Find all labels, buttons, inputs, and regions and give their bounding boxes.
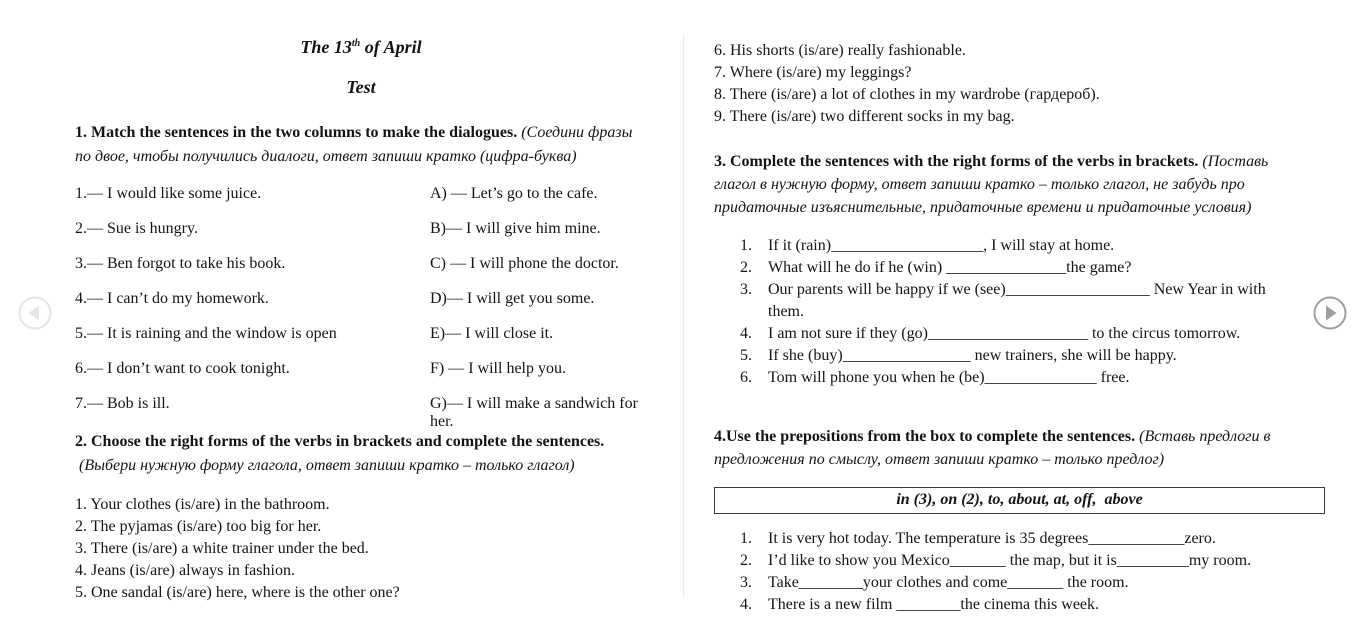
task3-item-number: 6.	[740, 369, 752, 386]
match-left-sentence: 6.— I don’t want to cook tonight.	[75, 360, 290, 377]
task2-item: 6. His shorts (is/are) really fashionable.	[714, 42, 966, 59]
task2-item: 2. The pyjamas (is/are) too big for her.	[75, 518, 322, 535]
task4-heading	[714, 425, 1325, 471]
match-pair-row	[75, 290, 647, 325]
task3-item-text: If she (buy)________________ new trainers, she will be happy.	[768, 347, 1177, 364]
task4-item	[714, 550, 1325, 572]
task3-item-number: 1.	[740, 237, 752, 254]
task1-heading-en: 1. Match the sentences in the two columns to make the dialogues.	[75, 124, 518, 141]
page-title: The 13th of April	[300, 37, 422, 57]
task2-heading-russian: (Выбери нужную форму глагола, ответ запиши кратко – только глагол)	[79, 457, 575, 474]
task4-items	[714, 528, 1325, 616]
task2-item: 9. There (is/are) two different socks in my bag.	[714, 108, 1015, 125]
task3-item	[714, 323, 1325, 345]
match-left-sentence: 2.— Sue is hungry.	[75, 220, 198, 237]
match-left-sentence: 7.— Bob is ill.	[75, 395, 170, 412]
match-pair-row	[75, 395, 647, 430]
match-pairs-list	[75, 185, 647, 430]
match-right-option: G)— I will make a sandwich for her.	[430, 395, 638, 430]
match-left-sentence: 4.— I can’t do my homework.	[75, 290, 269, 307]
task3-item-number: 4.	[740, 325, 752, 342]
task4-item-number: 2.	[740, 552, 752, 569]
task4-item	[714, 594, 1325, 616]
page-subtitle: Test	[346, 77, 376, 97]
task3-item	[714, 279, 1325, 323]
task3-heading-en: 3. Complete the sentences with the right forms of the verbs in brackets.	[714, 153, 1199, 170]
task3-item-number: 3.	[740, 281, 752, 298]
task2-item: 1. Your clothes (is/are) in the bathroom.	[75, 496, 330, 513]
task2-item: 8. There (is/are) a lot of clothes in my wardrobe (гардероб).	[714, 86, 1100, 103]
task3-item-text: If it (rain)___________________, I will stay at home.	[768, 237, 1115, 254]
task2-items-continued	[714, 40, 1325, 128]
task3-item-text: Tom will phone you when he (be)______________ free.	[768, 369, 1130, 386]
task3-item-number: 5.	[740, 347, 752, 364]
task4-item-text: It is very hot today. The temperature is 35 degrees____________zero.	[768, 530, 1216, 547]
prev-page-button[interactable]	[18, 296, 52, 330]
match-pair-row	[75, 360, 647, 395]
match-pair-row	[75, 220, 647, 255]
task3-item	[714, 345, 1325, 367]
task3-item	[714, 257, 1325, 279]
next-page-button[interactable]	[1313, 296, 1347, 330]
title-superscript: th	[351, 38, 361, 49]
task2-item: 7. Where (is/are) my leggings?	[714, 64, 912, 81]
match-left-sentence: 5.— It is raining and the window is open	[75, 325, 337, 342]
task4-item-text: Take________your clothes and come_______ the room.	[768, 574, 1129, 591]
task4-item-number: 4.	[740, 596, 752, 613]
task4-item-number: 1.	[740, 530, 752, 547]
task4-item-text: There is a new film ________the cinema this week.	[768, 596, 1100, 613]
task3-items	[714, 235, 1325, 389]
task2-item: 3. There (is/are) a white trainer under the bed.	[75, 540, 369, 557]
task3-item-text: Our parents will be happy if we (see)__________________ New Year in with them.	[768, 281, 1266, 320]
match-left-sentence: 3.— Ben forgot to take his book.	[75, 255, 286, 272]
match-right-option: A) — Let’s go to the cafe.	[430, 185, 598, 202]
task4-item	[714, 572, 1325, 594]
task2-item: 5. One sandal (is/are) here, where is the other one?	[75, 584, 400, 601]
task3-item	[714, 367, 1325, 389]
match-left-sentence: 1.— I would like some juice.	[75, 185, 262, 202]
task4-item-text: I’d like to show you Mexico_______ the map, but it is_________my room.	[768, 552, 1252, 569]
circle-arrow-right-icon	[1313, 296, 1347, 330]
match-pair-row	[75, 185, 647, 220]
task4-item-number: 3.	[740, 574, 752, 591]
task4-item	[714, 528, 1325, 550]
task3-item-text: What will he do if he (win) _______________the game?	[768, 259, 1132, 276]
task3-item-number: 2.	[740, 259, 752, 276]
task1-heading-russian: (Соедини фразы по двое, чтобы получились диалоги, ответ запиши кратко (цифра-буква)	[75, 124, 633, 165]
task2-items	[75, 494, 647, 604]
task4-heading-russian: (Вставь предлоги в предложения по смыслу, ответ запиши кратко – только предлог)	[714, 428, 1271, 468]
task4-heading-en: 4.Use the prepositions from the box to complete the sentences.	[714, 428, 1136, 445]
task3-heading-russian: (Поставь глагол в нужную форму, ответ запиши кратко – только глагол, не забудь про придаточные изъяснительные, придаточные времени и придаточные условия)	[714, 153, 1269, 216]
match-right-option: C) — I will phone the doctor.	[430, 255, 619, 272]
match-pair-row	[75, 255, 647, 290]
task1-heading	[75, 121, 647, 169]
prepositions-box: in (3), on (2), to, about, at, off, above	[714, 487, 1325, 514]
match-right-option: E)— I will close it.	[430, 325, 554, 342]
match-right-option: D)— I will get you some.	[430, 290, 595, 307]
task3-item	[714, 235, 1325, 257]
task3-heading	[714, 150, 1274, 219]
match-pair-row	[75, 325, 647, 360]
task2-item: 4. Jeans (is/are) always in fashion.	[75, 562, 295, 579]
match-right-option: B)— I will give him mine.	[430, 220, 601, 237]
task2-heading	[75, 430, 647, 478]
circle-arrow-left-icon	[18, 296, 52, 330]
match-right-option: F) — I will help you.	[430, 360, 566, 377]
task2-heading-en: 2. Choose the right forms of the verbs in brackets and complete the sentences.	[75, 433, 605, 450]
task3-item-text: I am not sure if they (go)____________________ to the circus tomorrow.	[768, 325, 1241, 342]
test-page-right	[683, 0, 1365, 628]
